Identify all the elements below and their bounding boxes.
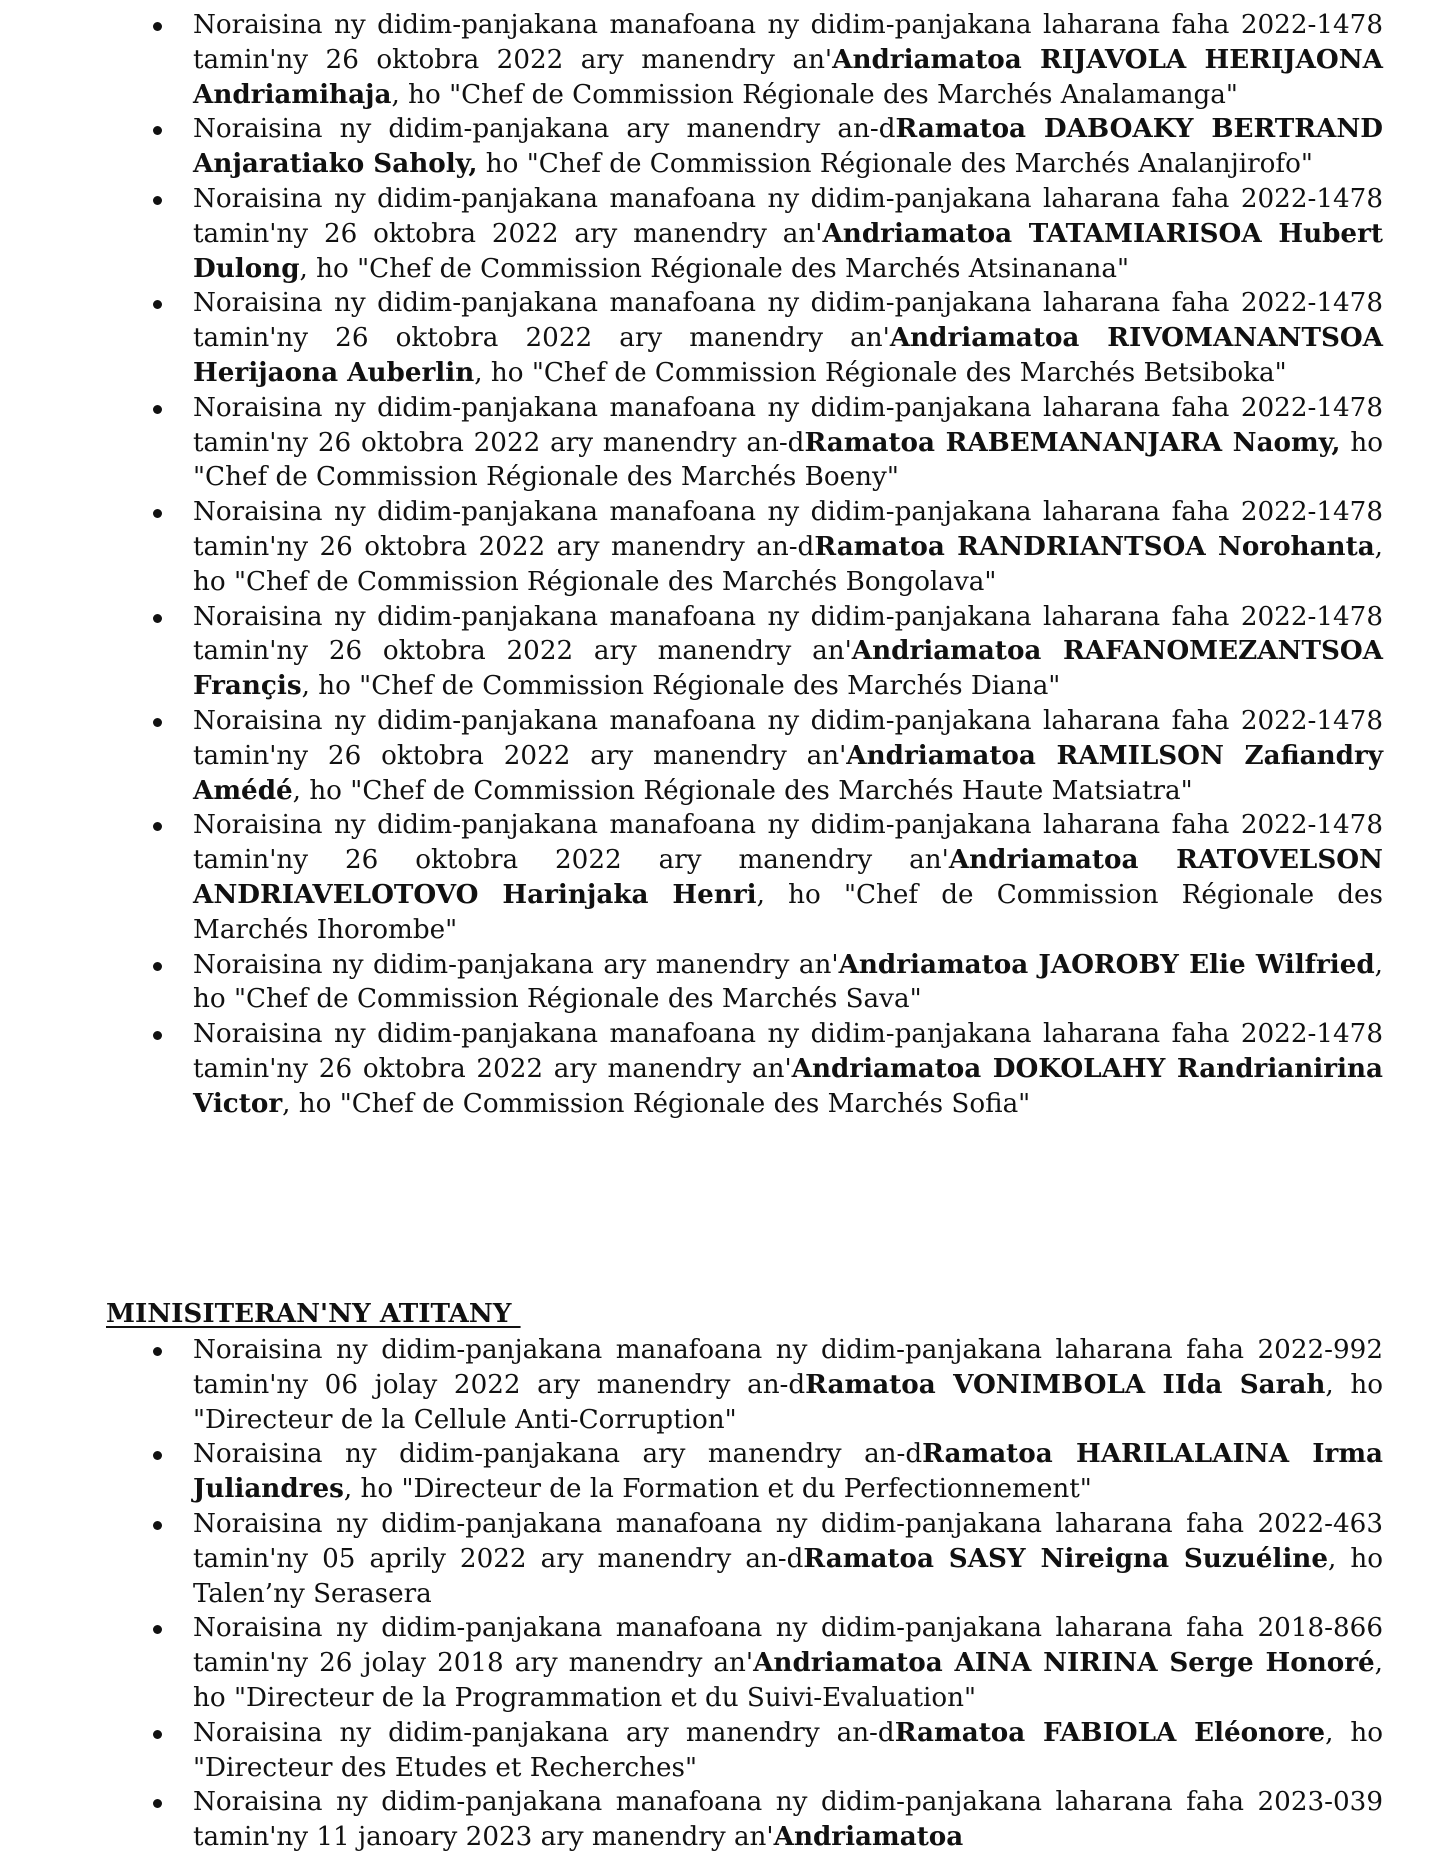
- list-item: Noraisina ny didim-panjakana manafoana ny didim-panjakana laharana faha 2022-1478 tamin'ny 26 oktobra 2022 ary manendry an-dRamatoa RABEMANANJARA Naomy, ho "Chef de Commission Régionale des Marchés Boeny": [193, 391, 1383, 495]
- list-item: Noraisina ny didim-panjakana manafoana ny didim-panjakana laharana faha 2023-039 tamin'ny 11 janoary 2023 ary manendry an'Andriamatoa: [193, 1785, 1383, 1855]
- appointee-name: Andriamatoa JAOROBY Elie Wilfried: [838, 948, 1375, 980]
- appointee-name: Ramatoa DABOAKY BERTRAND Anjaratiako Saholy,: [193, 113, 1384, 180]
- list-item: Noraisina ny didim-panjakana manafoana ny didim-panjakana laharana faha 2018-866 tamin'ny 26 jolay 2018 ary manendry an'Andriamatoa AINA NIRINA Serge Honoré, ho "Directeur de la Programmation et du Suivi-Evaluation": [193, 1611, 1383, 1715]
- appointee-name: Andriamatoa RATOVELSON ANDRIAVELOTOVO Harinjaka Henri: [193, 844, 1383, 910]
- list-item: Noraisina ny didim-panjakana manafoana ny didim-panjakana laharana faha 2022-1478 tamin'ny 26 oktobra 2022 ary manendry an'Andriamatoa RAMILSON Zafiandry Amédé, ho "Chef de Commission Régionale des Marchés Haute Matsiatra": [193, 704, 1383, 808]
- list-item: Noraisina ny didim-panjakana ary manendry an'Andriamatoa JAOROBY Elie Wilfried, ho "Chef de Commission Régionale des Marchés Sava": [193, 948, 1383, 1018]
- section-heading: MINISITERAN'NY ATITANY: [106, 1298, 521, 1329]
- list-item: Noraisina ny didim-panjakana ary manendry an-dRamatoa FABIOLA Eléonore, ho "Directeur des Etudes et Recherches": [193, 1716, 1383, 1786]
- list-item: Noraisina ny didim-panjakana manafoana ny didim-panjakana laharana faha 2022-1478 tamin'ny 26 oktobra 2022 ary manendry an'Andriamatoa RAFANOMEZANTSOA Françis, ho "Chef de Commission Régionale des Marchés Diana": [193, 600, 1383, 704]
- appointee-name: Ramatoa RABEMANANJARA Naomy,: [804, 426, 1341, 458]
- appointee-name: Andriamatoa RIJAVOLA HERIJAONA Andriamihaja: [193, 43, 1383, 110]
- list-item: Noraisina ny didim-panjakana manafoana ny didim-panjakana laharana faha 2022-992 tamin'ny 06 jolay 2022 ary manendry an-dRamatoa VONIMBOLA IIda Sarah, ho "Directeur de la Cellule Anti-Corruption": [193, 1333, 1383, 1437]
- appointee-name: Ramatoa RANDRIANTSOA Norohanta: [814, 530, 1375, 562]
- list-item: Noraisina ny didim-panjakana ary manendry an-dRamatoa HARILALAINA Irma Juliandres, ho "Directeur de la Formation et du Perfectionnement": [193, 1437, 1383, 1507]
- appointee-name: Andriamatoa RAMILSON Zafiandry Amédé: [193, 739, 1383, 806]
- list-item: Noraisina ny didim-panjakana manafoana ny didim-panjakana laharana faha 2022-1478 tamin'ny 26 oktobra 2022 ary manendry an'Andriamatoa RIVOMANANTSOA Herijaona Auberlin, ho "Chef de Commission Régionale des Marchés Betsiboka": [193, 286, 1383, 390]
- appointee-name: Ramatoa FABIOLA Eléonore: [894, 1716, 1326, 1748]
- list-item: Noraisina ny didim-panjakana manafoana ny didim-panjakana laharana faha 2022-1478 tamin'ny 26 oktobra 2022 ary manendry an-dRamatoa RANDRIANTSOA Norohanta, ho "Chef de Commission Régionale des Marchés Bongolava": [193, 495, 1383, 599]
- list-item: Noraisina ny didim-panjakana manafoana ny didim-panjakana laharana faha 2022-1478 tamin'ny 26 oktobra 2022 ary manendry an'Andriamatoa RIJAVOLA HERIJAONA Andriamihaja, ho "Chef de Commission Régionale des Marchés Analamanga": [193, 8, 1383, 112]
- appointee-name: Andriamatoa TATAMIARISOA Hubert Dulong: [193, 217, 1383, 284]
- appointee-name: Andriamatoa RAFANOMEZANTSOA Françis: [193, 635, 1383, 702]
- list-item: Noraisina ny didim-panjakana ary manendry an-dRamatoa DABOAKY BERTRAND Anjaratiako Saholy, ho "Chef de Commission Régionale des Marchés Analanjirofo": [193, 112, 1383, 182]
- list-item: Noraisina ny didim-panjakana manafoana ny didim-panjakana laharana faha 2022-463 tamin'ny 05 aprily 2022 ary manendry an-dRamatoa SASY Nireigna Suzuéline, ho Talen’ny Serasera: [193, 1507, 1383, 1611]
- appointee-name: Andriamatoa: [773, 1821, 964, 1853]
- list-item: Noraisina ny didim-panjakana manafoana ny didim-panjakana laharana faha 2022-1478 tamin'ny 26 oktobra 2022 ary manendry an'Andriamatoa RATOVELSON ANDRIAVELOTOVO Harinjaka Henri, ho "Chef de Commission Régionale des Marchés Ihorombe": [193, 808, 1383, 947]
- appointee-name: Ramatoa VONIMBOLA IIda Sarah: [805, 1368, 1326, 1400]
- list-item: Noraisina ny didim-panjakana manafoana ny didim-panjakana laharana faha 2022-1478 tamin'ny 26 oktobra 2022 ary manendry an'Andriamatoa DOKOLAHY Randrianirina Victor, ho "Chef de Commission Régionale des Marchés Sofia": [193, 1017, 1383, 1121]
- list-item: Noraisina ny didim-panjakana manafoana ny didim-panjakana laharana faha 2022-1478 tamin'ny 26 oktobra 2022 ary manendry an'Andriamatoa TATAMIARISOA Hubert Dulong, ho "Chef de Commission Régionale des Marchés Atsinanana": [193, 182, 1383, 286]
- appointee-name: Andriamatoa AINA NIRINA Serge Honoré: [753, 1647, 1375, 1679]
- appointment-list-regional-commissions: [193, 8, 1383, 1122]
- appointee-name: Ramatoa SASY Nireigna Suzuéline: [803, 1542, 1328, 1574]
- appointee-name: Andriamatoa RIVOMANANTSOA Herijaona Auberlin: [193, 322, 1384, 388]
- appointment-list-ministry: [193, 1333, 1383, 1855]
- appointee-name: Andriamatoa DOKOLAHY Randrianirina Victor: [193, 1052, 1383, 1119]
- appointee-name: Ramatoa HARILALAINA Irma Juliandres: [193, 1438, 1384, 1505]
